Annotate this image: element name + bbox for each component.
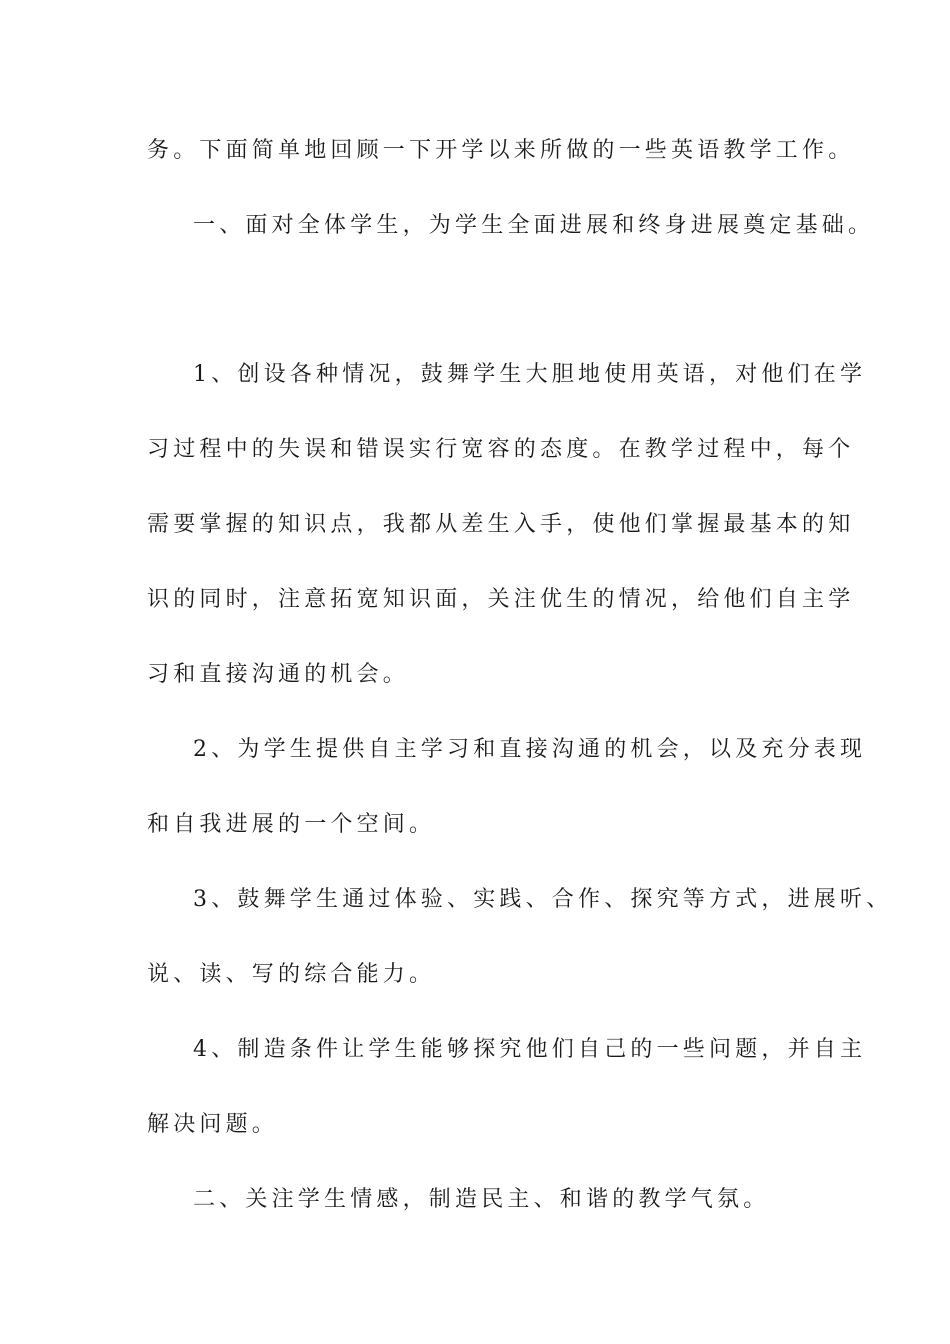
text-line: 解决问题。 — [147, 1112, 279, 1137]
text-line: 说、读、写的综合能力。 — [147, 962, 436, 987]
text-line: 3、鼓舞学生通过体验、实践、合作、探究等方式，进展听、 — [193, 887, 893, 912]
text-line: 识的同时，注意拓宽知识面，关注优生的情况，给他们自主学 — [147, 587, 855, 612]
section-heading-2: 二、关注学生情感，制造民主、和谐的教学气氛。 — [193, 1187, 770, 1212]
section-heading-1: 一、面对全体学生，为学生全面进展和终身进展奠定基础。 — [193, 213, 875, 238]
text-line: 需要掌握的知识点，我都从差生入手，使他们掌握最基本的知 — [147, 512, 855, 537]
text-line: 和自我进展的一个空间。 — [147, 812, 436, 837]
text-line: 1、创设各种情况，鼓舞学生大胆地使用英语，对他们在学 — [193, 362, 867, 387]
text-line: 习和直接沟通的机会。 — [147, 662, 410, 687]
text-line: 务。下面简单地回顾一下开学以来所做的一些英语教学工作。 — [147, 138, 855, 163]
text-line: 4、制造条件让学生能够探究他们自己的一些问题，并自主 — [193, 1037, 867, 1062]
text-line: 习过程中的失误和错误实行宽容的态度。在教学过程中，每个 — [147, 437, 855, 462]
text-line: 2、为学生提供自主学习和直接沟通的机会，以及充分表现 — [193, 737, 867, 762]
